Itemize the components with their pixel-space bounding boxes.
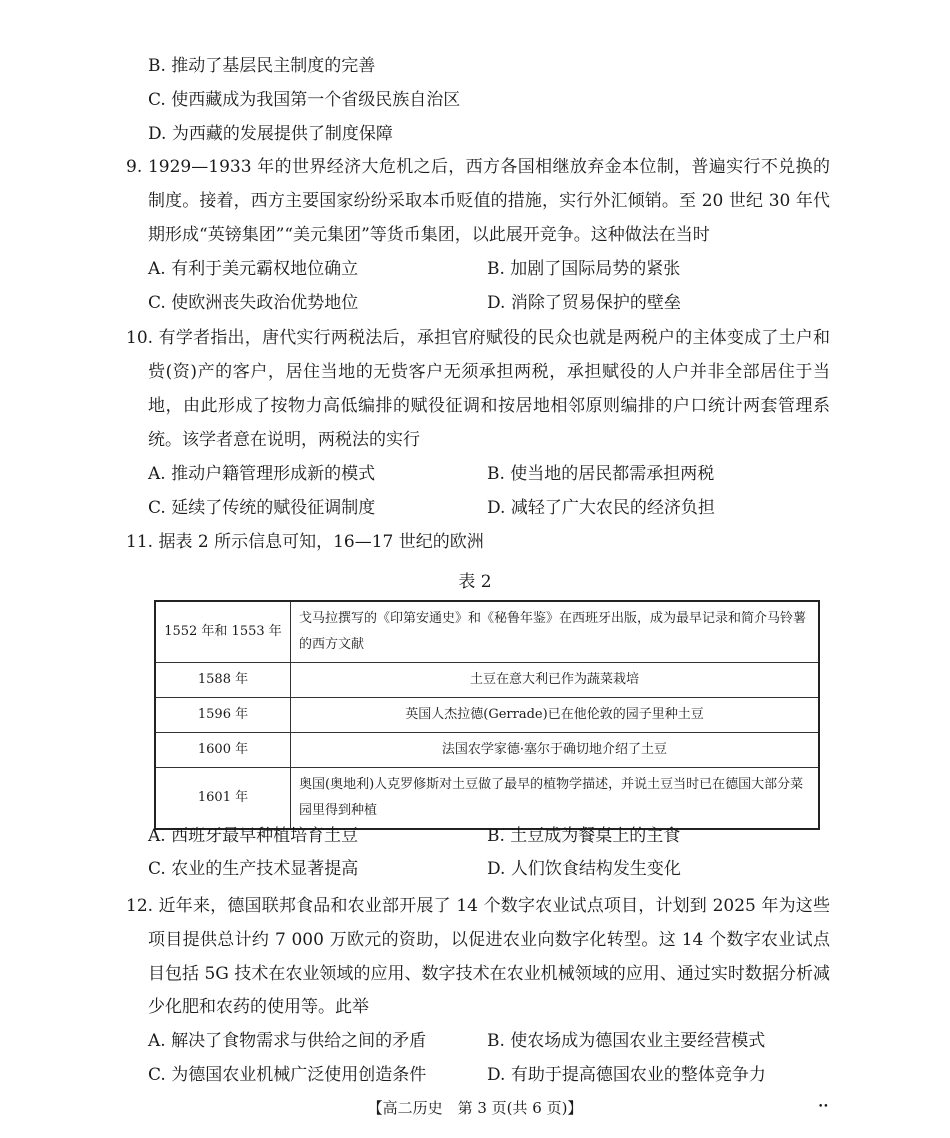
q9-option-b: B. 加剧了国际局势的紧张 [487,259,681,279]
event-cell: 奥国(奥地利)人克罗修斯对土豆做了最早的植物学描述，并说土豆当时已在德国大部分菜园里得到种植 [291,768,820,830]
year-cell: 1552 年和 1553 年 [155,601,291,663]
page-footer: 【高二历史 第 3 页(共 6 页)】 [367,1099,583,1117]
year-cell: 1588 年 [155,663,291,698]
table-row [155,733,819,768]
event-cell: 戈马拉撰写的《印第安通史》和《秘鲁年鉴》在西班牙出版，成为最早记录和简介马铃薯的西方文献 [291,601,820,663]
q12-stem-line: 12. 近年来，德国联邦食品和农业部开展了 14 个数字农业试点项目，计划到 2025 年为这些 [126,896,830,916]
q9-option-d: D. 消除了贸易保护的壁垒 [487,293,681,313]
year-cell: 1596 年 [155,698,291,733]
table-row [155,601,819,663]
corner-mark: •• [818,1102,829,1112]
q12-stem-line: 项目提供总计约 7 000 万欧元的资助，以促进农业向数字化转型。这 14 个数字农业试点 [148,930,830,950]
q9-option-c: C. 使欧洲丧失政治优势地位 [148,293,359,313]
year-cell: 1600 年 [155,733,291,768]
q8-option-d: D. 为西藏的发展提供了制度保障 [148,124,393,144]
q10-option-c: C. 延续了传统的赋役征调制度 [148,498,376,518]
q8-option-b: B. 推动了基层民主制度的完善 [148,56,376,76]
q9-stem-line: 期形成“英镑集团”“美元集团”等货币集团，以此展开竞争。这种做法在当时 [148,225,710,245]
q10-stem-line: 地，由此形成了按物力高低编排的赋役征调和按居地相邻原则编排的户口统计两套管理系 [148,396,830,416]
q10-stem-line: 10. 有学者指出，唐代实行两税法后，承担官府赋役的民众也就是两税户的主体变成了土户和 [126,328,830,348]
q11-option-c: C. 农业的生产技术显著提高 [148,859,359,879]
q12-stem-line: 目包括 5G 技术在农业领域的应用、数字技术在农业机械领域的应用、通过实时数据分析减 [148,964,830,984]
event-cell: 英国人杰拉德(Gerrade)已在他伦敦的园子里种土豆 [291,698,820,733]
q11-stem: 11. 据表 2 所示信息可知，16—17 世纪的欧洲 [126,532,484,552]
potato-history-table [154,600,820,830]
q11-option-d: D. 人们饮食结构发生变化 [487,859,681,879]
q12-option-d: D. 有助于提高德国农业的整体竞争力 [487,1065,766,1085]
q8-option-c: C. 使西藏成为我国第一个省级民族自治区 [148,90,461,110]
q10-option-b: B. 使当地的居民都需承担两税 [487,464,715,484]
q10-stem-line: 赀(资)产的客户，居住当地的无赀客户无须承担两税，承担赋役的人户并非全部居住于当 [148,362,830,382]
table-caption: 表 2 [458,572,492,592]
q11-option-b: B. 土豆成为餐桌上的主食 [487,826,681,846]
event-cell: 土豆在意大利已作为蔬菜栽培 [291,663,820,698]
q10-option-a: A. 推动户籍管理形成新的模式 [148,464,376,484]
q9-stem-line: 制度。接着，西方主要国家纷纷采取本币贬值的措施，实行外汇倾销。至 20 世纪 30 年代 [148,191,830,211]
q12-option-b: B. 使农场成为德国农业主要经营模式 [487,1031,766,1051]
q10-option-d: D. 减轻了广大农民的经济负担 [487,498,715,518]
q9-option-a: A. 有利于美元霸权地位确立 [148,259,359,279]
q12-stem-line: 少化肥和农药的使用等。此举 [148,997,369,1017]
q9-stem-line: 9. 1929—1933 年的世界经济大危机之后，西方各国相继放弃金本位制，普遍实行不兑换的 [126,157,830,177]
q11-option-a: A. 西班牙最早种植培育土豆 [148,826,359,846]
year-cell: 1601 年 [155,768,291,830]
q12-option-a: A. 解决了食物需求与供给之间的矛盾 [148,1031,427,1051]
q12-option-c: C. 为德国农业机械广泛使用创造条件 [148,1065,427,1085]
q10-stem-line: 统。该学者意在说明，两税法的实行 [148,430,420,450]
table-row [155,768,819,830]
table-row [155,663,819,698]
event-cell: 法国农学家德·塞尔于确切地介绍了土豆 [291,733,820,768]
table-row [155,698,819,733]
